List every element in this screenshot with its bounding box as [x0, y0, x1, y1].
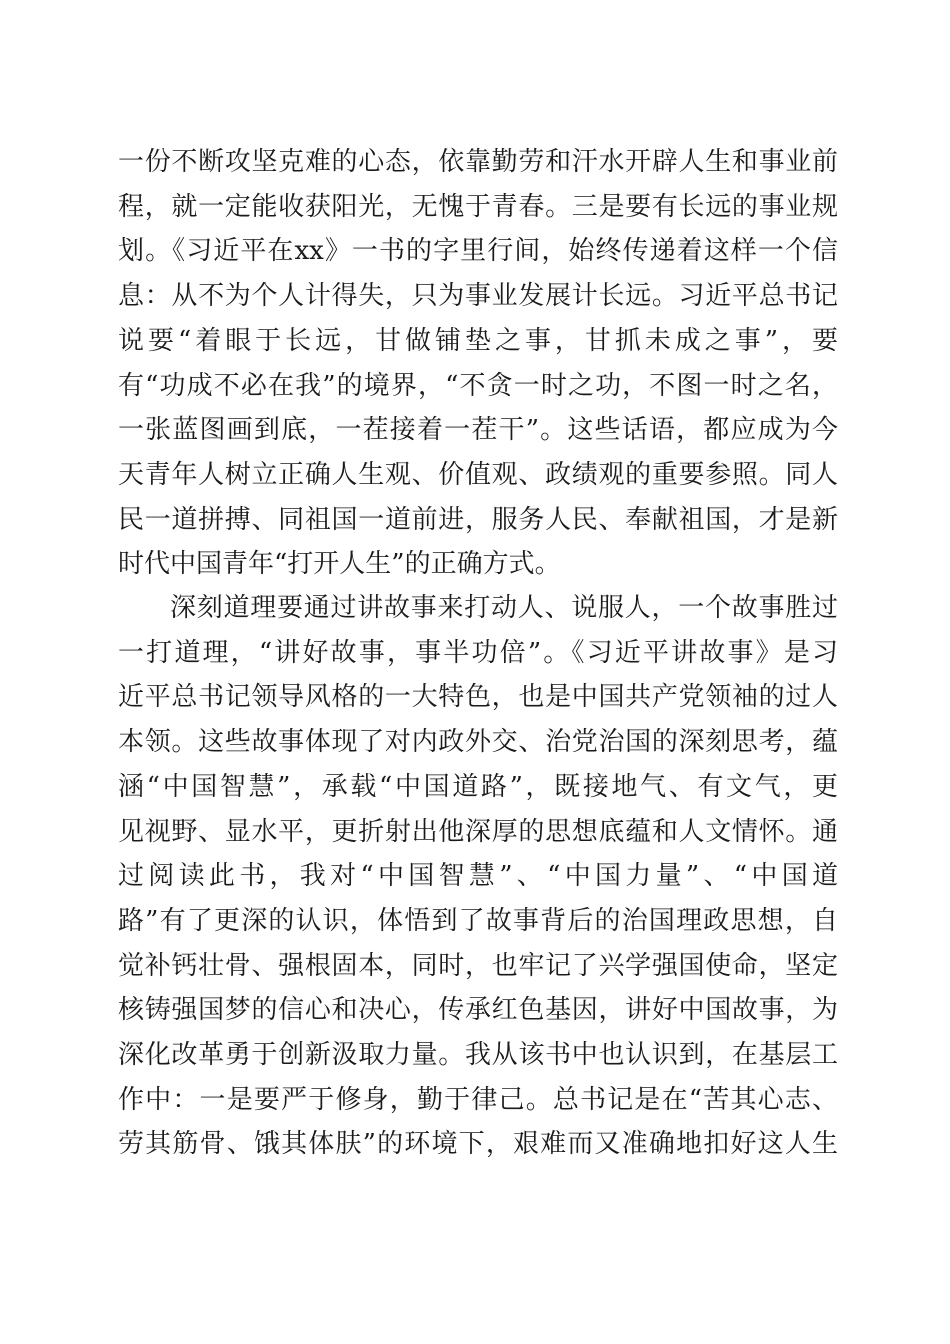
paragraph-1-line: 时代中国青年“打开人生”的正确方式。 [118, 549, 561, 580]
paragraph-2-line: 觉补钙壮骨、强根固本，同时，也牢记了兴学强国使命，坚定 [118, 950, 838, 981]
paragraph-1-line: 一份不断攻坚克难的心态，依靠勤劳和汗水开辟人生和事业前 [118, 147, 838, 177]
paragraph-1-line: 说要“着眼于长远，甘做铺垫之事，甘抓未成之事”，要 [118, 325, 838, 356]
paragraph-1-line: 息：从不为个人计得失，只为事业发展计长远。习近平总书记 [118, 281, 838, 312]
paragraph-1-line: 划。《习近平在xx》一书的字里行间，始终传递着这样一个信 [118, 236, 838, 267]
paragraph-1-line: 有“功成不必在我”的境界，“不贪一时之功，不图一时之名， [118, 370, 838, 401]
paragraph-1-line: 一张蓝图画到底，一茬接着一茬干”。这些话语，都应成为今 [118, 415, 838, 446]
paragraph-2-line: 深刻道理要通过讲故事来打动人、说服人，一个故事胜过 [170, 593, 838, 623]
paragraph-2-line: 核铸强国梦的信心和决心，传承红色基因，讲好中国故事，为 [118, 995, 838, 1026]
paragraph-2-line: 路”有了更深的认识，体悟到了故事背后的治国理政思想，自 [118, 905, 838, 936]
paragraph-2-line: 劳其筋骨、饿其体肤”的环境下，艰难而又准确地扣好这人生 [118, 1129, 838, 1160]
paragraph-2-line: 一打道理，“讲好故事，事半功倍”。《习近平讲故事》是习 [118, 637, 838, 668]
paragraph-2-line: 本领。这些故事体现了对内政外交、治党治国的深刻思考，蕴 [118, 727, 838, 758]
paragraph-2-line: 深化改革勇于创新汲取力量。我从该书中也认识到，在基层工 [118, 1040, 838, 1070]
paragraph-2-line: 作中：一是要严于修身，勤于律己。总书记是在“苦其心志、 [118, 1084, 838, 1115]
paragraph-2-line: 见视野、显水平，更折射出他深厚的思想底蕴和人文情怀。通 [118, 816, 838, 847]
paragraph-2-line: 过阅读此书，我对“中国智慧”、“中国力量”、“中国道 [118, 861, 838, 892]
paragraph-1-line: 民一道拼搏、同祖国一道前进，服务人民、奉献祖国，才是新 [118, 504, 838, 535]
paragraph-2-line: 近平总书记领导风格的一大特色，也是中国共产党领袖的过人 [118, 682, 838, 713]
paragraph-1-line: 程，就一定能收获阳光，无愧于青春。三是要有长远的事业规 [118, 191, 838, 222]
paragraph-1-line: 天青年人树立正确人生观、价值观、政绩观的重要参照。同人 [118, 459, 838, 490]
paragraph-2-line: 涵“中国智慧”，承载“中国道路”，既接地气、有文气，更 [118, 771, 838, 802]
